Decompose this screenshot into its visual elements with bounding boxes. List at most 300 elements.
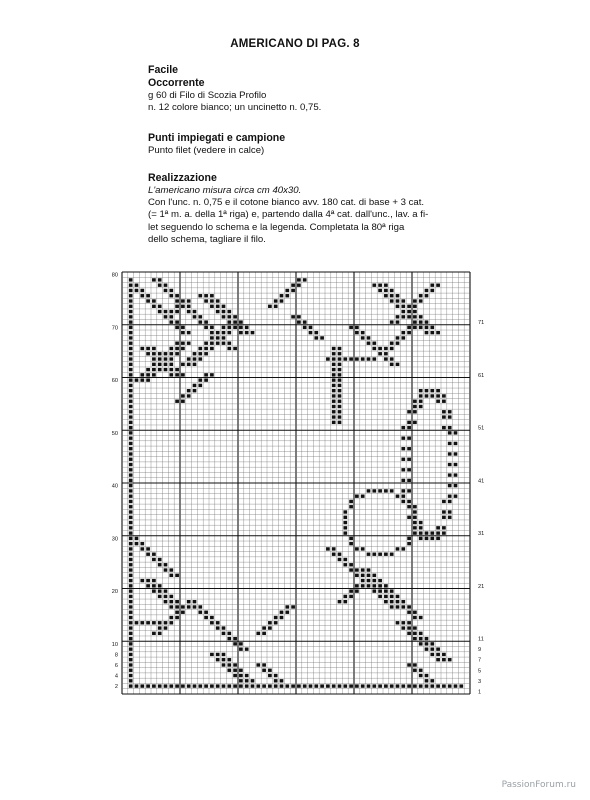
right-row-label: 11 — [478, 636, 484, 643]
chart-filled-cell — [268, 305, 272, 308]
chart-filled-cell — [407, 436, 411, 439]
chart-filled-cell — [430, 394, 434, 397]
chart-filled-cell — [448, 410, 452, 413]
chart-filled-cell — [129, 458, 133, 461]
chart-filled-cell — [291, 315, 295, 318]
chart-filled-cell — [204, 347, 208, 350]
chart-filled-cell — [187, 342, 191, 345]
chart-filled-cell — [384, 289, 388, 292]
chart-filled-cell — [280, 684, 284, 687]
chart-filled-cell — [146, 294, 150, 297]
chart-filled-cell — [152, 579, 156, 582]
chart-filled-cell — [233, 347, 237, 350]
chart-filled-cell — [129, 505, 133, 508]
chart-filled-cell — [146, 579, 150, 582]
chart-filled-cell — [378, 489, 382, 492]
right-row-label: 51 — [478, 425, 485, 432]
chart-filled-cell — [407, 684, 411, 687]
chart-filled-cell — [158, 632, 162, 635]
chart-filled-cell — [413, 505, 417, 508]
chart-filled-cell — [129, 384, 133, 387]
chart-filled-cell — [129, 315, 133, 318]
chart-filled-cell — [210, 342, 214, 345]
chart-filled-cell — [448, 426, 452, 429]
chart-filled-cell — [262, 632, 266, 635]
chart-filled-cell — [227, 347, 231, 350]
chart-filled-cell — [314, 336, 318, 339]
chart-filled-cell — [343, 600, 347, 603]
chart-filled-cell — [129, 310, 133, 313]
chart-filled-cell — [390, 595, 394, 598]
chart-filled-cell — [338, 357, 342, 360]
chart-filled-cell — [175, 611, 179, 614]
chart-grid-lines — [122, 272, 470, 694]
chart-filled-cell — [129, 284, 133, 287]
execution-heading: Realizzazione — [148, 172, 217, 184]
chart-filled-cell — [442, 516, 446, 519]
chart-filled-cell — [268, 626, 272, 629]
chart-filled-cell — [193, 684, 197, 687]
chart-filled-cell — [407, 305, 411, 308]
chart-filled-cell — [129, 626, 133, 629]
chart-filled-cell — [413, 400, 417, 403]
chart-filled-cell — [169, 315, 173, 318]
chart-filled-cell — [210, 336, 214, 339]
chart-filled-cell — [146, 547, 150, 550]
chart-filled-cell — [407, 621, 411, 624]
chart-filled-cell — [361, 357, 365, 360]
chart-filled-cell — [129, 452, 133, 455]
chart-filled-cell — [430, 326, 434, 329]
chart-filled-cell — [332, 684, 336, 687]
chart-filled-cell — [152, 589, 156, 592]
chart-filled-cell — [169, 357, 173, 360]
chart-filled-cell — [187, 684, 191, 687]
right-row-label: 71 — [478, 320, 485, 327]
chart-filled-cell — [448, 484, 452, 487]
chart-filled-cell — [210, 621, 214, 624]
chart-filled-cell — [164, 563, 168, 566]
chart-filled-cell — [274, 679, 278, 682]
chart-filled-cell — [436, 653, 440, 656]
chart-filled-cell — [210, 616, 214, 619]
chart-filled-cell — [239, 331, 243, 334]
chart-filled-cell — [169, 574, 173, 577]
chart-filled-cell — [407, 421, 411, 424]
chart-filled-cell — [181, 331, 185, 334]
chart-filled-cell — [338, 373, 342, 376]
chart-filled-cell — [193, 600, 197, 603]
chart-filled-cell — [280, 679, 284, 682]
chart-filled-cell — [332, 394, 336, 397]
chart-filled-cell — [343, 357, 347, 360]
chart-filled-cell — [372, 284, 376, 287]
chart-filled-cell — [390, 299, 394, 302]
chart-filled-cell — [436, 658, 440, 661]
chart-filled-cell — [355, 547, 359, 550]
chart-filled-cell — [349, 684, 353, 687]
chart-filled-cell — [413, 616, 417, 619]
chart-filled-cell — [361, 336, 365, 339]
chart-filled-cell — [140, 378, 144, 381]
chart-filled-cell — [158, 589, 162, 592]
right-row-label: 41 — [478, 478, 485, 485]
chart-filled-cell — [442, 531, 446, 534]
chart-filled-cell — [204, 352, 208, 355]
chart-filled-cell — [372, 579, 376, 582]
chart-filled-cell — [372, 347, 376, 350]
chart-filled-cell — [135, 621, 139, 624]
chart-filled-cell — [187, 389, 191, 392]
chart-filled-cell — [175, 310, 179, 313]
chart-filled-cell — [401, 495, 405, 498]
chart-filled-cell — [454, 442, 458, 445]
left-row-label: 80 — [111, 272, 118, 279]
chart-filled-cell — [401, 605, 405, 608]
chart-filled-cell — [239, 647, 243, 650]
stitches-heading: Punti impiegati e campione — [148, 132, 286, 144]
chart-filled-cell — [129, 473, 133, 476]
left-row-label: 2 — [114, 684, 118, 691]
chart-filled-cell — [378, 352, 382, 355]
chart-filled-cell — [332, 363, 336, 366]
filet-chart — [100, 266, 500, 706]
chart-filled-cell — [129, 378, 133, 381]
chart-filled-cell — [384, 600, 388, 603]
chart-filled-cell — [401, 436, 405, 439]
chart-filled-cell — [454, 452, 458, 455]
chart-filled-cell — [425, 331, 429, 334]
chart-filled-cell — [169, 595, 173, 598]
chart-filled-cell — [129, 436, 133, 439]
chart-filled-cell — [187, 605, 191, 608]
chart-filled-cell — [384, 357, 388, 360]
chart-filled-cell — [164, 284, 168, 287]
chart-filled-cell — [146, 347, 150, 350]
chart-filled-cell — [419, 531, 423, 534]
chart-filled-cell — [442, 653, 446, 656]
chart-filled-cell — [349, 563, 353, 566]
chart-filled-cell — [129, 653, 133, 656]
chart-filled-cell — [332, 347, 336, 350]
chart-filled-cell — [442, 684, 446, 687]
chart-filled-cell — [129, 278, 133, 281]
chart-filled-cell — [222, 326, 226, 329]
chart-filled-cell — [419, 642, 423, 645]
chart-filled-cell — [390, 289, 394, 292]
chart-filled-cell — [216, 621, 220, 624]
chart-filled-cell — [338, 389, 342, 392]
chart-filled-cell — [332, 373, 336, 376]
chart-filled-cell — [216, 626, 220, 629]
chart-filled-cell — [396, 600, 400, 603]
chart-filled-cell — [367, 342, 371, 345]
chart-filled-cell — [129, 669, 133, 672]
chart-filled-cell — [332, 405, 336, 408]
chart-filled-cell — [245, 647, 249, 650]
chart-filled-cell — [413, 663, 417, 666]
chart-filled-cell — [146, 621, 150, 624]
chart-filled-cell — [285, 605, 289, 608]
chart-filled-cell — [227, 663, 231, 666]
chart-filled-cell — [129, 547, 133, 550]
execution-line: let seguendo lo schema e la legenda. Completata la 80ª riga — [148, 221, 405, 233]
chart-filled-cell — [332, 410, 336, 413]
chart-filled-cell — [419, 315, 423, 318]
chart-filled-cell — [338, 558, 342, 561]
chart-filled-cell — [175, 373, 179, 376]
chart-filled-cell — [129, 579, 133, 582]
difficulty-label: Facile — [148, 64, 179, 76]
chart-filled-cell — [152, 305, 156, 308]
execution-line: dello schema, tagliare il filo. — [148, 233, 266, 245]
chart-filled-cell — [291, 605, 295, 608]
chart-filled-cell — [338, 363, 342, 366]
chart-filled-cell — [384, 347, 388, 350]
chart-filled-cell — [332, 389, 336, 392]
chart-filled-cell — [285, 611, 289, 614]
chart-filled-cell — [251, 684, 255, 687]
chart-filled-cell — [390, 342, 394, 345]
left-row-label: 6 — [114, 662, 118, 669]
chart-filled-cell — [361, 574, 365, 577]
chart-filled-cell — [204, 326, 208, 329]
chart-filled-cell — [129, 442, 133, 445]
chart-filled-cell — [210, 294, 214, 297]
page-title: AMERICANO DI PAG. 8 — [230, 38, 360, 50]
chart-filled-cell — [361, 684, 365, 687]
chart-filled-cell — [129, 400, 133, 403]
chart-filled-cell — [343, 521, 347, 524]
chart-filled-cell — [326, 357, 330, 360]
chart-filled-cell — [169, 347, 173, 350]
chart-filled-cell — [413, 310, 417, 313]
chart-filled-cell — [401, 500, 405, 503]
chart-filled-cell — [204, 320, 208, 323]
chart-filled-cell — [326, 547, 330, 550]
chart-filled-cell — [419, 326, 423, 329]
chart-filled-cell — [367, 579, 371, 582]
chart-filled-cell — [274, 621, 278, 624]
chart-filled-cell — [303, 320, 307, 323]
chart-filled-cell — [425, 647, 429, 650]
chart-filled-cell — [378, 595, 382, 598]
chart-filled-cell — [210, 331, 214, 334]
chart-filled-cell — [175, 600, 179, 603]
chart-filled-cell — [390, 553, 394, 556]
chart-filled-cell — [343, 558, 347, 561]
chart-filled-cell — [152, 352, 156, 355]
chart-filled-cell — [280, 294, 284, 297]
chart-filled-cell — [419, 294, 423, 297]
chart-filled-cell — [169, 352, 173, 355]
chart-filled-cell — [448, 510, 452, 513]
chart-filled-cell — [158, 368, 162, 371]
chart-filled-cell — [129, 574, 133, 577]
chart-filled-cell — [204, 611, 208, 614]
right-row-label: 21 — [478, 583, 485, 590]
chart-filled-cell — [181, 394, 185, 397]
chart-filled-cell — [407, 489, 411, 492]
chart-filled-cell — [129, 484, 133, 487]
chart-filled-cell — [129, 568, 133, 571]
chart-filled-cell — [425, 679, 429, 682]
chart-filled-cell — [198, 384, 202, 387]
chart-filled-cell — [210, 684, 214, 687]
chart-filled-cell — [413, 531, 417, 534]
chart-filled-cell — [187, 305, 191, 308]
chart-filled-cell — [135, 537, 139, 540]
chart-filled-cell — [274, 616, 278, 619]
right-row-label: 3 — [478, 678, 482, 685]
chart-filled-cell — [332, 400, 336, 403]
chart-filled-cell — [216, 342, 220, 345]
chart-filled-cell — [129, 489, 133, 492]
chart-filled-cell — [239, 326, 243, 329]
chart-filled-cell — [413, 320, 417, 323]
chart-filled-cell — [158, 352, 162, 355]
chart-filled-cell — [448, 516, 452, 519]
chart-filled-cell — [285, 684, 289, 687]
chart-filled-cell — [129, 542, 133, 545]
chart-filled-cell — [233, 320, 237, 323]
chart-filled-cell — [361, 579, 365, 582]
chart-filled-cell — [158, 558, 162, 561]
chart-filled-cell — [198, 378, 202, 381]
chart-filled-cell — [355, 495, 359, 498]
chart-filled-cell — [129, 647, 133, 650]
chart-filled-cell — [297, 684, 301, 687]
execution-line: (= 1ª m. a. della 1ª riga) e, partendo dalla 4ª cat. dall'unc., lav. a fi- — [148, 209, 429, 221]
chart-filled-cell — [419, 616, 423, 619]
chart-filled-cell — [129, 526, 133, 529]
chart-filled-cell — [129, 510, 133, 513]
chart-filled-cell — [361, 331, 365, 334]
chart-filled-cell — [169, 310, 173, 313]
chart-filled-cell — [222, 684, 226, 687]
chart-filled-cell — [401, 299, 405, 302]
chart-filled-cell — [355, 357, 359, 360]
chart-filled-cell — [314, 684, 318, 687]
chart-filled-cell — [239, 669, 243, 672]
chart-filled-cell — [384, 684, 388, 687]
chart-filled-cell — [216, 310, 220, 313]
chart-filled-cell — [442, 426, 446, 429]
chart-filled-cell — [390, 605, 394, 608]
chart-filled-cell — [361, 568, 365, 571]
chart-filled-cell — [384, 284, 388, 287]
chart-filled-cell — [436, 647, 440, 650]
chart-filled-cell — [222, 315, 226, 318]
chart-filled-cell — [454, 473, 458, 476]
chart-filled-cell — [262, 669, 266, 672]
chart-filled-cell — [274, 684, 278, 687]
chart-filled-cell — [285, 289, 289, 292]
chart-filled-cell — [401, 315, 405, 318]
chart-filled-cell — [390, 294, 394, 297]
chart-filled-cell — [343, 510, 347, 513]
chart-filled-cell — [384, 553, 388, 556]
right-row-label: 5 — [478, 668, 482, 675]
chart-filled-cell — [233, 637, 237, 640]
chart-filled-cell — [175, 320, 179, 323]
chart-filled-cell — [448, 431, 452, 434]
chart-filled-cell — [129, 363, 133, 366]
chart-filled-cell — [425, 389, 429, 392]
chart-filled-cell — [320, 684, 324, 687]
chart-filled-cell — [175, 305, 179, 308]
chart-filled-cell — [384, 352, 388, 355]
chart-filled-cell — [187, 299, 191, 302]
chart-filled-cell — [233, 684, 237, 687]
chart-filled-cell — [401, 626, 405, 629]
chart-filled-cell — [152, 553, 156, 556]
chart-filled-cell — [419, 405, 423, 408]
chart-filled-cell — [442, 410, 446, 413]
chart-filled-cell — [129, 347, 133, 350]
chart-filled-cell — [413, 526, 417, 529]
chart-filled-cell — [436, 331, 440, 334]
chart-filled-cell — [396, 495, 400, 498]
chart-filled-cell — [135, 289, 139, 292]
chart-filled-cell — [222, 310, 226, 313]
chart-filled-cell — [152, 357, 156, 360]
chart-filled-cell — [274, 305, 278, 308]
chart-filled-cell — [181, 363, 185, 366]
chart-filled-cell — [204, 373, 208, 376]
chart-filled-cell — [413, 299, 417, 302]
chart-filled-cell — [355, 574, 359, 577]
chart-filled-cell — [198, 315, 202, 318]
chart-filled-cell — [129, 658, 133, 661]
chart-filled-cell — [274, 674, 278, 677]
chart-filled-cell — [355, 684, 359, 687]
chart-filled-cell — [378, 553, 382, 556]
chart-filled-cell — [222, 632, 226, 635]
chart-filled-cell — [158, 363, 162, 366]
chart-filled-cell — [407, 410, 411, 413]
chart-filled-cell — [181, 605, 185, 608]
chart-filled-cell — [216, 653, 220, 656]
chart-filled-cell — [343, 516, 347, 519]
chart-filled-cell — [413, 305, 417, 308]
chart-filled-cell — [367, 684, 371, 687]
chart-filled-cell — [175, 616, 179, 619]
left-row-label: 10 — [111, 641, 118, 648]
chart-filled-cell — [419, 637, 423, 640]
chart-filled-cell — [129, 589, 133, 592]
chart-filled-cell — [169, 373, 173, 376]
chart-filled-cell — [384, 489, 388, 492]
right-row-label: 7 — [478, 657, 482, 664]
chart-filled-cell — [187, 357, 191, 360]
chart-filled-cell — [227, 658, 231, 661]
chart-filled-cell — [338, 368, 342, 371]
chart-filled-cell — [146, 684, 150, 687]
chart-filled-cell — [425, 531, 429, 534]
chart-filled-cell — [129, 415, 133, 418]
chart-filled-cell — [413, 326, 417, 329]
chart-filled-cell — [129, 595, 133, 598]
chart-filled-cell — [140, 347, 144, 350]
chart-filled-cell — [262, 684, 266, 687]
right-row-label: 1 — [478, 689, 482, 696]
chart-filled-cell — [164, 568, 168, 571]
chart-filled-cell — [181, 299, 185, 302]
chart-filled-cell — [181, 347, 185, 350]
chart-filled-cell — [413, 315, 417, 318]
chart-filled-cell — [239, 674, 243, 677]
